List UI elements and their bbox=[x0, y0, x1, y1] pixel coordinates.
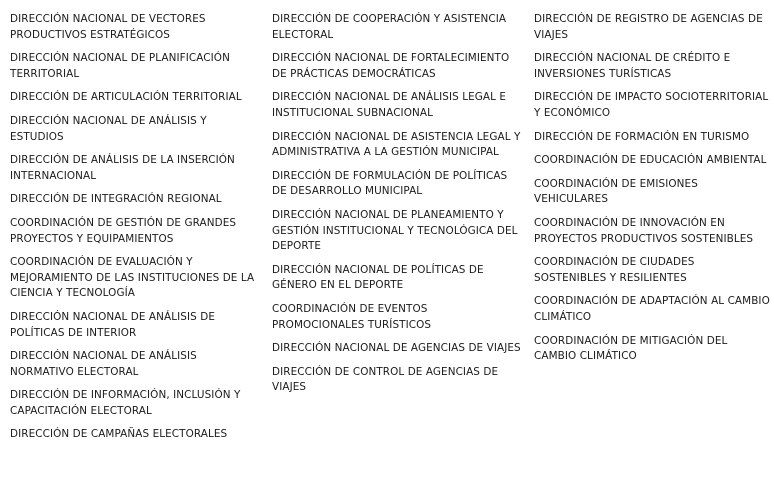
list-item[interactable]: DIRECCIÓN DE REGISTRO DE AGENCIAS DE VIAJES bbox=[534, 13, 763, 41]
list-item[interactable]: DIRECCIÓN DE COOPERACIÓN Y ASISTENCIA ELECTORAL bbox=[272, 13, 507, 41]
list-item[interactable]: DIRECCIÓN NACIONAL DE ANÁLISIS DE POLÍTICAS DE INTERIOR bbox=[10, 310, 215, 339]
list-item[interactable]: DIRECCIÓN DE FORMULACIÓN DE POLÍTICAS DE DESARROLLO MUNICIPAL bbox=[272, 169, 508, 198]
list-item[interactable]: DIRECCIÓN DE INFORMACIÓN, INCLUSIÓN Y CAPACITACIÓN ELECTORAL bbox=[10, 389, 241, 417]
list-item[interactable]: DIRECCIÓN DE ARTICULACIÓN TERRITORIAL bbox=[10, 91, 242, 104]
list-column-2 bbox=[272, 12, 522, 404]
list-item[interactable]: DIRECCIÓN NACIONAL DE PLANEAMIENTO Y GESTIÓN INSTITUCIONAL Y TECNOLÓGICA DEL DEPORTE bbox=[272, 208, 518, 253]
list-item[interactable]: DIRECCIÓN DE ANÁLISIS DE LA INSERCIÓN INTERNACIONAL bbox=[10, 154, 235, 182]
list-item[interactable]: COORDINACIÓN DE INNOVACIÓN EN PROYECTOS PRODUCTIVOS SOSTENIBLES bbox=[534, 216, 754, 245]
list-item[interactable]: DIRECCIÓN DE INTEGRACIÓN REGIONAL bbox=[10, 193, 222, 206]
list-item[interactable]: DIRECCIÓN DE CAMPAÑAS ELECTORALES bbox=[10, 428, 228, 441]
list-item[interactable]: DIRECCIÓN NACIONAL DE VECTORES PRODUCTIVOS ESTRATÉGICOS bbox=[10, 13, 206, 41]
list-item[interactable]: DIRECCIÓN NACIONAL DE ANÁLISIS NORMATIVO ELECTORAL bbox=[10, 350, 197, 378]
list-item[interactable]: DIRECCIÓN NACIONAL DE ASISTENCIA LEGAL Y ADMINISTRATIVA A LA GESTIÓN MUNICIPAL bbox=[272, 130, 521, 159]
list-column-3 bbox=[534, 12, 770, 373]
list-item[interactable]: COORDINACIÓN DE GESTIÓN DE GRANDES PROYECTOS Y EQUIPAMIENTOS bbox=[10, 216, 237, 245]
list-item[interactable]: DIRECCIÓN DE CONTROL DE AGENCIAS DE VIAJES bbox=[272, 365, 499, 394]
list-item[interactable]: COORDINACIÓN DE EVALUACIÓN Y MEJORAMIENTO DE LAS INSTITUCIONES DE LA CIENCIA Y TECNOLOGÍA bbox=[10, 256, 255, 300]
list-item[interactable]: DIRECCIÓN NACIONAL DE AGENCIAS DE VIAJES bbox=[272, 342, 521, 355]
list-item[interactable]: COORDINACIÓN DE EVENTOS PROMOCIONALES TURÍSTICOS bbox=[272, 302, 432, 331]
list-item[interactable]: DIRECCIÓN DE IMPACTO SOCIOTERRITORIAL Y ECONÓMICO bbox=[534, 91, 769, 119]
list-item[interactable]: DIRECCIÓN NACIONAL DE ANÁLISIS Y ESTUDIOS bbox=[10, 114, 207, 143]
list-item[interactable]: COORDINACIÓN DE EDUCACIÓN AMBIENTAL bbox=[534, 154, 767, 167]
list-item[interactable]: COORDINACIÓN DE EMISIONES VEHICULARES bbox=[534, 177, 698, 206]
list-item[interactable]: DIRECCIÓN NACIONAL DE PLANIFICACIÓN TERRITORIAL bbox=[10, 52, 230, 80]
list-item[interactable]: DIRECCIÓN NACIONAL DE CRÉDITO E INVERSIONES TURÍSTICAS bbox=[534, 52, 731, 80]
list-item[interactable]: COORDINACIÓN DE ADAPTACIÓN AL CAMBIO CLIMÁTICO bbox=[534, 295, 770, 323]
list-item[interactable]: DIRECCIÓN NACIONAL DE ANÁLISIS LEGAL E INSTITUCIONAL SUBNACIONAL bbox=[272, 91, 507, 119]
list-item[interactable]: COORDINACIÓN DE CIUDADES SOSTENIBLES Y RESILIENTES bbox=[534, 256, 695, 284]
list-item[interactable]: DIRECCIÓN DE FORMACIÓN EN TURISMO bbox=[534, 130, 750, 143]
list-item[interactable]: COORDINACIÓN DE MITIGACIÓN DEL CAMBIO CLIMÁTICO bbox=[534, 334, 728, 363]
list-column-1 bbox=[10, 12, 260, 451]
list-item[interactable]: DIRECCIÓN NACIONAL DE FORTALECIMIENTO DE PRÁCTICAS DEMOCRÁTICAS bbox=[272, 52, 510, 80]
list-item[interactable]: DIRECCIÓN NACIONAL DE POLÍTICAS DE GÉNERO EN EL DEPORTE bbox=[272, 263, 484, 292]
